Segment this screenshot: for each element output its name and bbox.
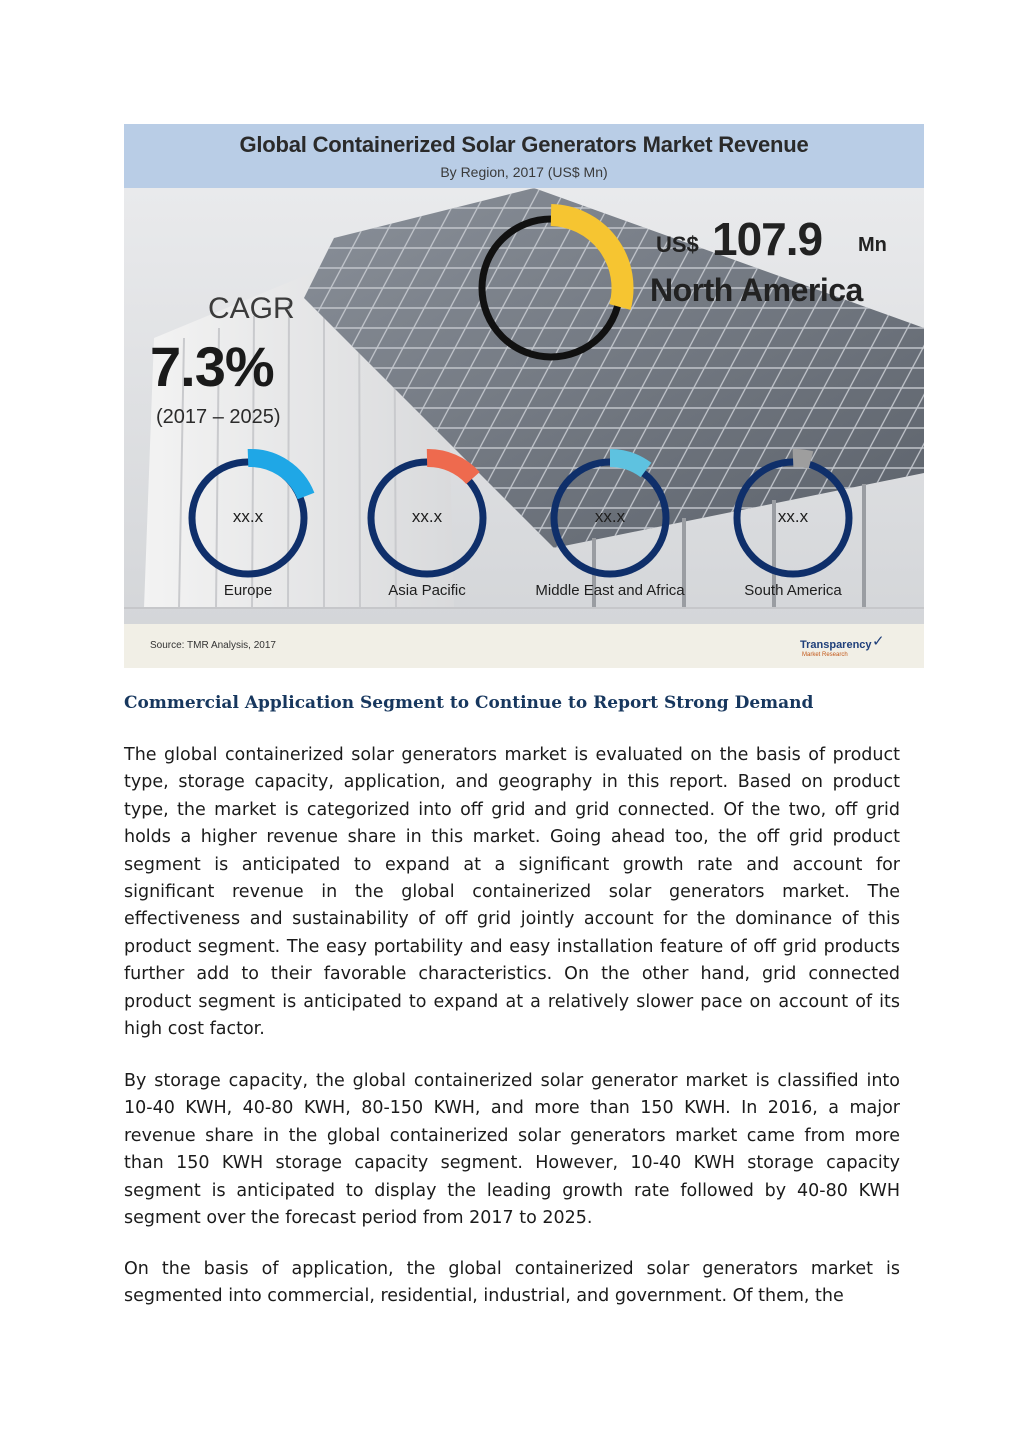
south-america-value: xx.x	[777, 507, 809, 526]
infographic-footer	[124, 624, 924, 668]
transparency-market-research-logo: Transparency Market Research ✓	[800, 632, 885, 658]
north-america-currency: US$	[656, 232, 699, 257]
cagr-value: 7.3%	[150, 335, 274, 398]
infographic-subtitle: By Region, 2017 (US$ Mn)	[440, 164, 608, 180]
south-america-label: South America	[744, 582, 842, 599]
asia-pacific-value: xx.x	[411, 507, 443, 526]
checkmark-icon: ✓	[872, 632, 885, 650]
middle-east-africa-label: Middle East and Africa	[535, 582, 685, 599]
europe-value: xx.x	[232, 507, 264, 526]
north-america-unit: Mn	[858, 234, 887, 256]
cagr-period: (2017 – 2025)	[156, 406, 281, 428]
asia-pacific-label: Asia Pacific	[388, 582, 466, 599]
infographic-title: Global Containerized Solar Generators Market Revenue	[239, 132, 809, 157]
source-note: Source: TMR Analysis, 2017	[150, 640, 276, 651]
middle-east-africa-value: xx.x	[594, 507, 626, 526]
paragraph-product-type: The global containerized solar generators market is evaluated on the basis of product type, storage capacity, application, and geography in this report. Based on product type, the market is categorized into off grid and grid connected. Of the two, off grid holds a higher revenue share in this market. Going ahead too, the off grid product segment is anticipated to expand at a significant growth rate and account for significant revenue in the global containerized solar generators market. The effectiveness and sustainability of off grid jointly account for the dominance of this product segment. The easy portability and easy installation feature of off grid products further add to their favorable characteristics. On the other hand, grid connected product segment is anticipated to expand at a relatively slower pace on account of its high cost factor.	[124, 745, 900, 1040]
north-america-label: North America	[650, 272, 863, 308]
paragraph-application: On the basis of application, the global containerized solar generators market is segmented into commercial, residential, industrial, and government. Of them, the	[124, 1259, 900, 1307]
infographic-header	[124, 124, 924, 188]
paragraph-storage-capacity: By storage capacity, the global containerized solar generator market is classified into 10-40 KWH, 40-80 KWH, 80-150 KWH, and more than 150 KWH. In 2016, a major revenue share in the global containerized solar generators market came from more than 150 KWH storage capacity segment. However, 10-40 KWH storage capacity segment is anticipated to display the leading growth rate followed by 40-80 KWH segment over the forecast period from 2017 to 2025.	[124, 1071, 900, 1229]
cagr-label: CAGR	[208, 292, 295, 325]
north-america-value: 107.9	[712, 213, 823, 265]
europe-label: Europe	[223, 582, 273, 599]
section-heading: Commercial Application Segment to Continue to Report Strong Demand	[124, 693, 814, 713]
market-infographic	[124, 124, 924, 668]
